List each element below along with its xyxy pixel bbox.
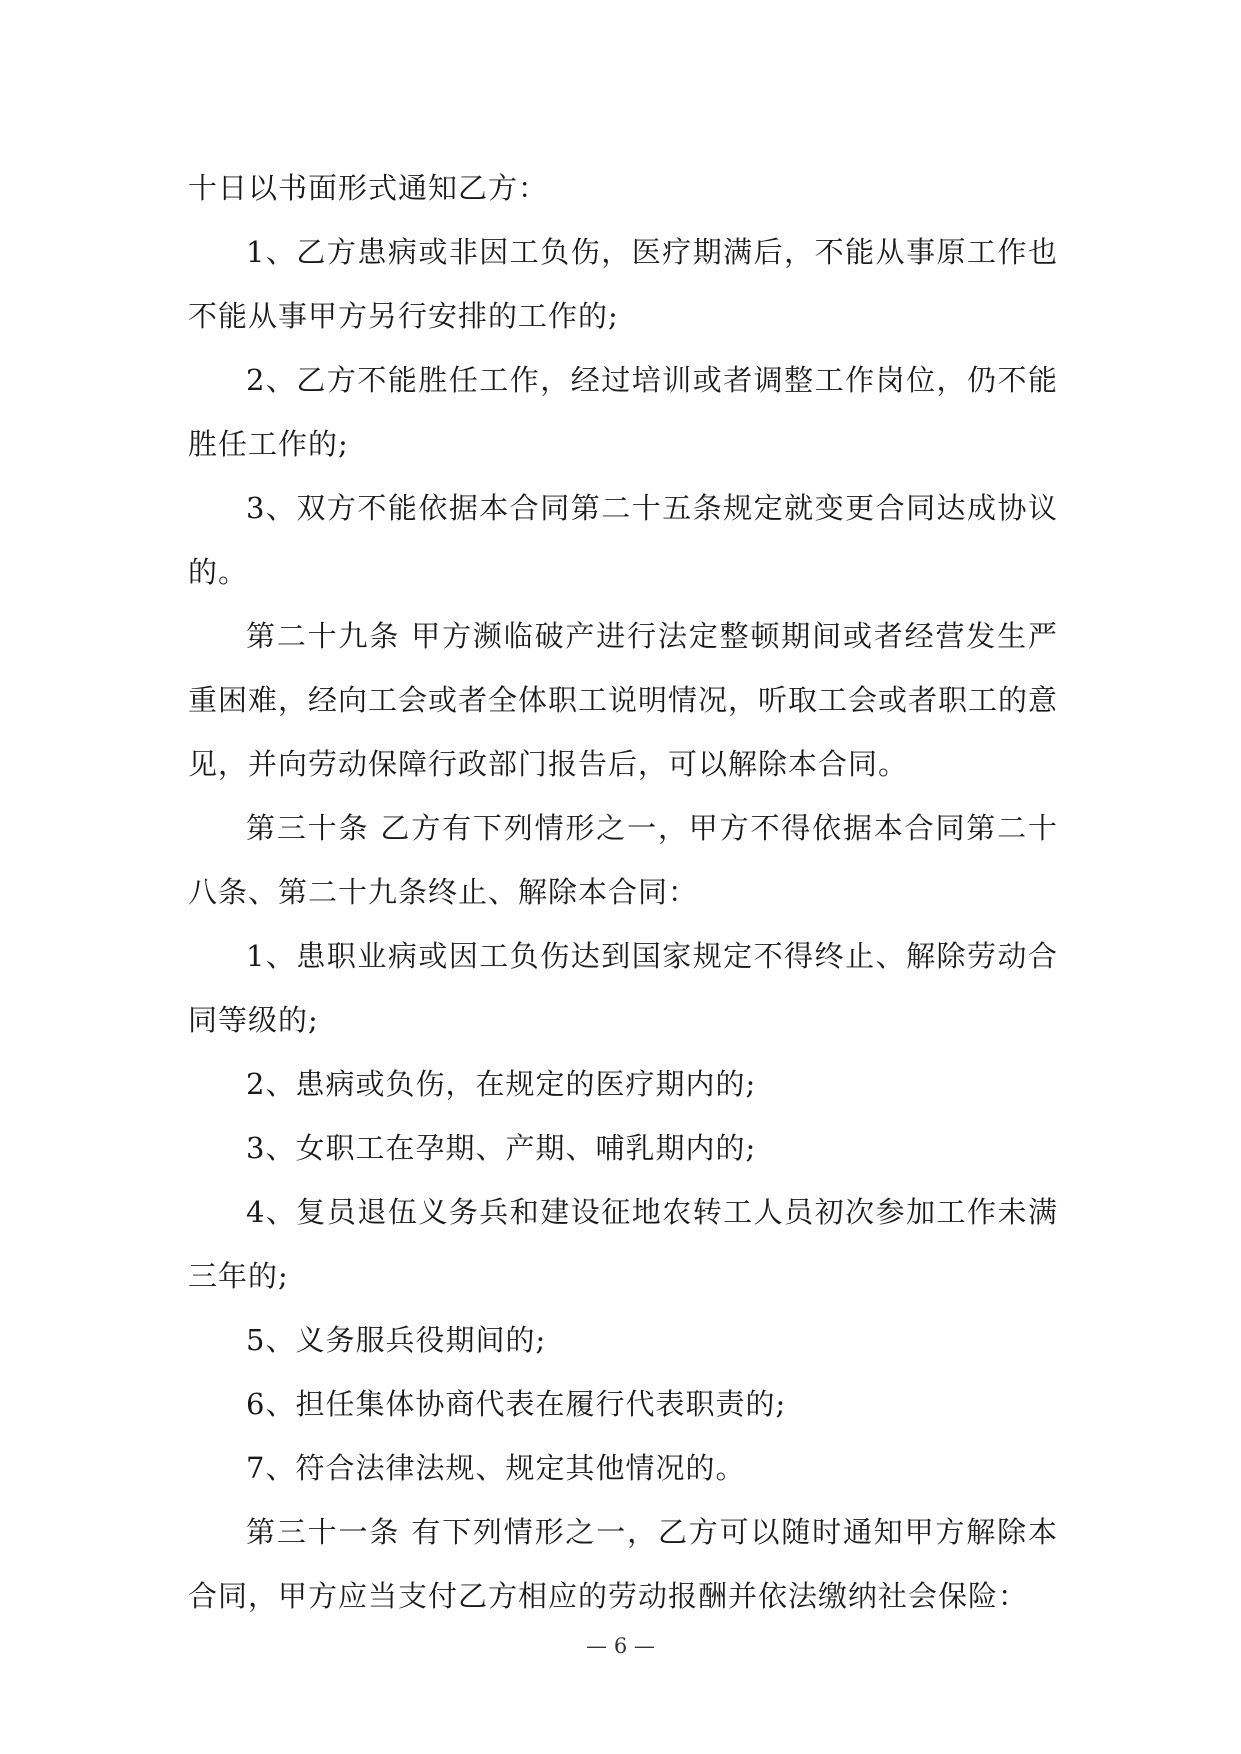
page-number: — 6 — (586, 1634, 655, 1658)
paragraph-article-30-item-2: 2、患病或负伤，在规定的医疗期内的; (246, 1067, 757, 1101)
paragraph-item-3: 3、双方不能依据本合同第二十五条规定就变更合同达成协议的。 (188, 491, 1058, 589)
document-body (188, 156, 1058, 1628)
paragraph-item-2: 2、乙方不能胜任工作，经过培训或者调整工作岗位，仍不能胜任工作的; (188, 363, 1058, 461)
paragraph-item-1: 1、乙方患病或非因工负伤，医疗期满后，不能从事原工作也不能从事甲方另行安排的工作的; (188, 235, 1058, 333)
paragraph-article-30-item-1: 1、患职业病或因工负伤达到国家规定不得终止、解除劳动合同等级的; (188, 939, 1058, 1037)
paragraph-article-30-item-5: 5、义务服兵役期间的; (246, 1323, 547, 1357)
paragraph-article-30-item-4: 4、复员退伍义务兵和建设征地农转工人员初次参加工作未满三年的; (188, 1195, 1058, 1293)
paragraph-article-31: 第三十一条 有下列情形之一，乙方可以随时通知甲方解除本合同，甲方应当支付乙方相应的劳动报酬并依法缴纳社会保险： (188, 1515, 1058, 1613)
paragraph-article-30-item-3: 3、女职工在孕期、产期、哺乳期内的; (246, 1131, 757, 1165)
paragraph-article-29: 第二十九条 甲方濒临破产进行法定整顿期间或者经营发生严重困难，经向工会或者全体职工说明情况，听取工会或者职工的意见，并向劳动保障行政部门报告后，可以解除本合同。 (188, 619, 1059, 781)
paragraph-article-30: 第三十条 乙方有下列情形之一，甲方不得依据本合同第二十八条、第二十九条终止、解除本合同： (188, 811, 1058, 909)
paragraph-article-30-item-7: 7、符合法律法规、规定其他情况的。 (246, 1451, 746, 1485)
paragraph-article-30-item-6: 6、担任集体协商代表在履行代表职责的; (246, 1387, 787, 1421)
paragraph-continuation: 十日以书面形式通知乙方： (188, 171, 549, 205)
